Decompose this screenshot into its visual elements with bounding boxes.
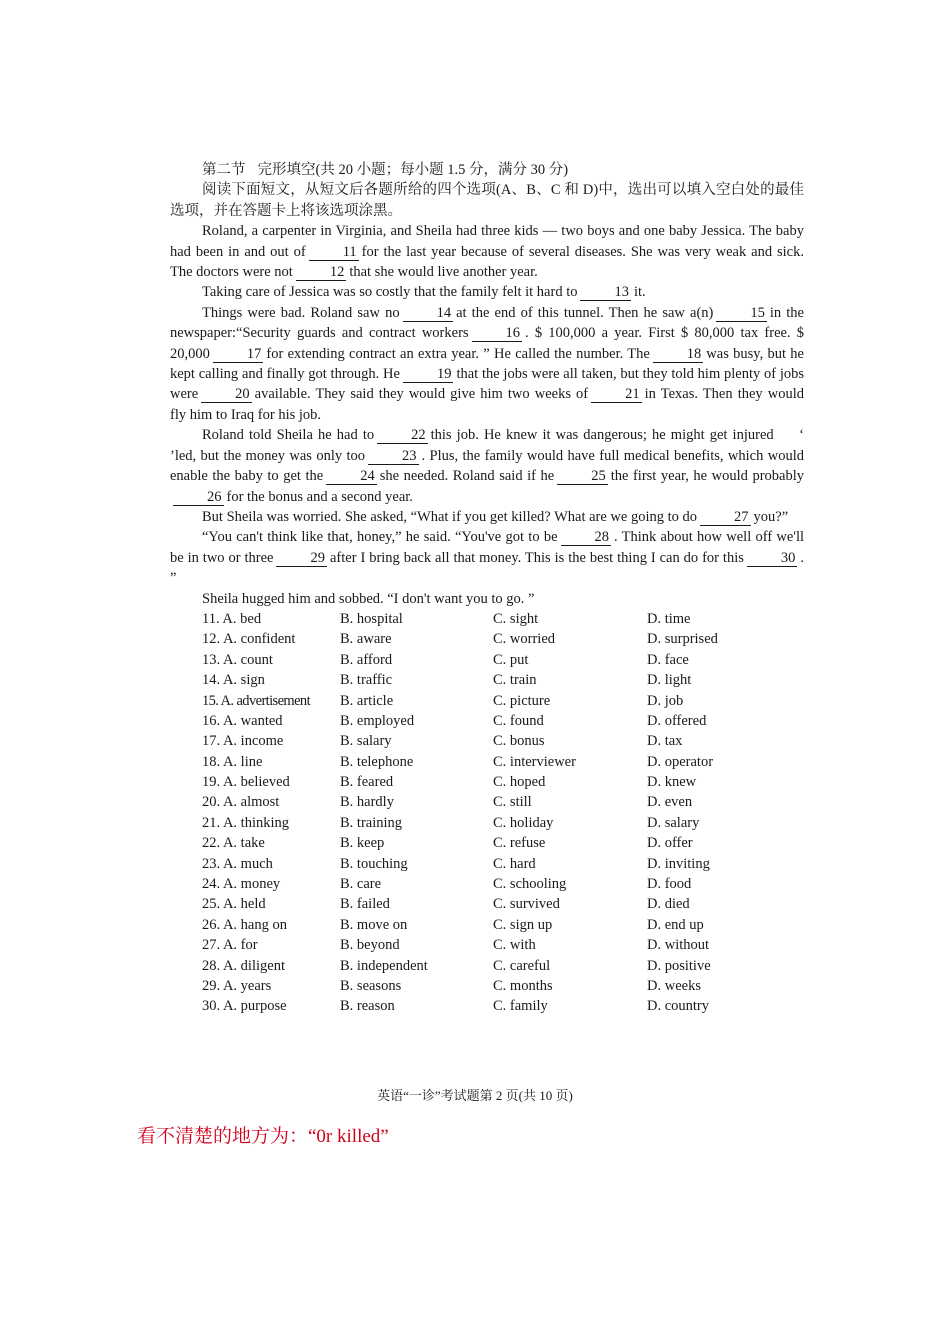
option-row [170, 894, 804, 914]
blank-19: 19 [403, 367, 454, 383]
option-row [170, 772, 804, 792]
option-a: 21. A. thinking [202, 814, 290, 831]
blank-17: 17 [213, 347, 264, 363]
option-row [170, 833, 804, 853]
passage-text: it. [633, 284, 646, 301]
option-d: D. offered [647, 712, 707, 729]
passage-text: But Sheila was worried. She asked, “What if you get killed? What are we going to do [202, 508, 698, 525]
option-d: D. died [647, 896, 690, 913]
options-list [170, 609, 804, 1017]
blank-12: 12 [296, 265, 347, 281]
blank-23: 23 [368, 449, 419, 465]
option-d: D. operator [647, 753, 714, 770]
option-row [170, 609, 804, 629]
passage-text: . ” [170, 549, 804, 587]
passage-text: after I bring back all that money. This is the best thing I can do for this [329, 549, 744, 566]
blank-15: 15 [716, 306, 767, 322]
option-a: 29. A. years [202, 977, 272, 994]
passage-paragraph-7: Sheila hugged him and sobbed. “I don't want you to go. ” [202, 590, 535, 607]
instructions: 阅读下面短文，从短文后各题所给的四个选项(A、B、C 和 D)中，选出可以填入空白处的最佳选项，并在答题卡上将该选项涂黑。 [170, 182, 804, 219]
option-a: 12. A. confident [202, 631, 296, 648]
option-a: 17. A. income [202, 733, 284, 750]
option-row [170, 752, 804, 772]
option-c: C. family [493, 998, 548, 1015]
passage-paragraph-1 [170, 221, 804, 282]
option-a: 26. A. hang on [202, 916, 287, 933]
option-b: B. keep [340, 835, 385, 852]
option-b: B. article [340, 692, 394, 709]
option-d: D. positive [647, 957, 711, 974]
option-row [170, 854, 804, 874]
option-b: B. hospital [340, 610, 403, 627]
cloze-section [170, 160, 804, 1017]
option-c: C. sign up [493, 916, 553, 933]
option-c: C. bonus [493, 733, 545, 750]
passage-text: . Plus, the family would have full medical benefits, which would enable the baby to get the [170, 447, 805, 485]
passage-paragraph-2 [170, 282, 804, 302]
blank-14: 14 [403, 306, 454, 322]
blank-28: 28 [561, 530, 612, 546]
option-b: B. beyond [340, 937, 400, 954]
option-d: D. even [647, 794, 693, 811]
option-c: C. picture [493, 692, 551, 709]
blank-30: 30 [747, 551, 798, 567]
option-c: C. survived [493, 896, 560, 913]
passage-text: . $ 100,000 a year. First $ 80,000 tax free. $ 20,000 [170, 325, 805, 362]
option-c: C. with [493, 937, 536, 954]
option-d: D. surprised [647, 631, 718, 648]
blank-25: 25 [557, 469, 608, 485]
option-row [170, 976, 804, 996]
blank-18: 18 [653, 347, 704, 363]
option-d: D. knew [647, 774, 697, 791]
option-a: 30. A. purpose [202, 998, 287, 1015]
option-a: 28. A. diligent [202, 957, 285, 974]
blank-11: 11 [309, 245, 359, 261]
option-row [170, 996, 804, 1016]
option-b: B. employed [340, 712, 415, 729]
blank-22: 22 [377, 428, 428, 444]
blank-27: 27 [700, 510, 751, 526]
option-d: D. country [647, 998, 710, 1015]
option-d: D. time [647, 610, 691, 627]
passage-text: Roland, a carpenter in Virginia, and Sheila had three kids — two boys and one baby Jessica. The baby had been in and out of [170, 223, 804, 260]
option-d: D. weeks [647, 977, 701, 994]
passage-text: “You can't think like that, honey,” he said. “You've got to be [202, 529, 558, 546]
passage-text: you?” [753, 508, 789, 525]
option-a: 22. A. take [202, 835, 265, 852]
option-c: C. schooling [493, 876, 567, 893]
option-c: C. put [493, 651, 529, 668]
option-b: B. touching [340, 855, 408, 872]
option-b: B. telephone [340, 753, 414, 770]
option-a: 27. A. for [202, 937, 258, 954]
option-d: D. inviting [647, 855, 710, 872]
option-row [170, 935, 804, 955]
passage-text: . Think about how well off we'll be in two or three [170, 529, 804, 566]
option-b: B. care [340, 876, 382, 893]
option-b: B. afford [340, 651, 393, 668]
option-d: D. offer [647, 835, 693, 852]
option-b: B. seasons [340, 977, 402, 994]
passage-text: that the jobs were all taken, but they told him plenty of jobs were [170, 366, 804, 403]
option-c: C. sight [493, 610, 539, 627]
option-row [170, 792, 804, 812]
option-a: 14. A. sign [202, 672, 265, 689]
passage-text: Taking care of Jessica was so costly that the family felt it hard to [202, 284, 578, 301]
illegible-note: 看不清楚的地方为：“0r killed” [137, 1126, 389, 1147]
option-d: D. food [647, 876, 692, 893]
section-heading [170, 160, 804, 180]
option-b: B. traffic [340, 672, 393, 689]
passage-paragraph-3 [170, 303, 804, 425]
option-c: C. worried [493, 631, 556, 648]
option-row [170, 711, 804, 731]
passage-text: for the last year because of several diseases. She was very weak and sick. The doctors were not [170, 243, 804, 281]
option-b: B. training [340, 814, 403, 831]
passage-paragraph-4 [170, 425, 804, 507]
option-c: C. found [493, 712, 544, 729]
option-d: D. end up [647, 916, 704, 933]
blank-16: 16 [472, 326, 523, 342]
option-row [170, 691, 804, 711]
section-number: 第二节 [202, 162, 246, 178]
option-c: C. careful [493, 957, 551, 974]
option-row [170, 915, 804, 935]
option-d: D. without [647, 937, 710, 954]
passage-text: for the bonus and a second year. [226, 488, 413, 505]
option-c: C. interviewer [493, 753, 576, 770]
option-row [170, 874, 804, 894]
option-d: D. light [647, 672, 692, 689]
option-b: B. reason [340, 998, 395, 1015]
passage-text: at the end of this tunnel. Then he saw a(n) [456, 304, 714, 321]
passage-text: that she would live another year. [349, 264, 538, 281]
passage-text: this job. He knew it was dangerous; he might get injured ‘ ’led, but the money was only too [170, 427, 804, 464]
passage-paragraph-6 [170, 527, 804, 588]
option-a: 11. A. bed [202, 610, 262, 627]
blank-13: 13 [580, 285, 631, 301]
passage-text: was busy, but he kept calling and finally got through. He [170, 345, 804, 383]
option-a: 15. A. advertisement [202, 692, 311, 709]
option-d: D. job [647, 692, 684, 709]
option-a: 13. A. count [202, 651, 273, 668]
passage-text: available. They said they would give him two weeks of [254, 386, 589, 403]
option-c: C. train [493, 672, 537, 689]
page-footer: 英语“一诊”考试题第 2 页(共 10 页) [377, 1088, 573, 1103]
option-row [170, 731, 804, 751]
option-b: B. independent [340, 957, 428, 974]
option-c: C. holiday [493, 814, 554, 831]
option-d: D. face [647, 651, 689, 668]
option-b: B. failed [340, 896, 390, 913]
option-a: 24. A. money [202, 876, 281, 893]
option-c: C. still [493, 794, 532, 811]
blank-24: 24 [326, 469, 377, 485]
option-a: 25. A. held [202, 896, 266, 913]
option-b: B. salary [340, 733, 392, 750]
option-c: C. refuse [493, 835, 546, 852]
option-row [170, 629, 804, 649]
option-b: B. move on [340, 916, 408, 933]
option-b: B. hardly [340, 794, 394, 811]
option-c: C. hard [493, 855, 536, 872]
blank-26: 26 [173, 490, 224, 506]
section-title: 完形填空(共 20 小题；每小题 1.5 分，满分 30 分) [257, 162, 569, 178]
passage-text: in the newspaper:“Security guards and contract workers [170, 304, 804, 342]
option-row [170, 956, 804, 976]
option-c: C. hoped [493, 774, 546, 791]
option-c: C. months [493, 977, 553, 994]
option-a: 20. A. almost [202, 794, 280, 811]
option-d: D. tax [647, 733, 683, 750]
passage-text: she needed. Roland said if he [379, 468, 555, 485]
passage-text: Roland told Sheila he had to [202, 427, 375, 444]
passage-text: the first year, he would probably [610, 468, 804, 485]
passage-paragraph-5 [170, 507, 804, 527]
option-row [170, 813, 804, 833]
blank-21: 21 [591, 387, 642, 403]
passage-text: for extending contract an extra year. ” He called the number. The [266, 345, 650, 362]
passage-text: Things were bad. Roland saw no [202, 304, 400, 321]
option-a: 16. A. wanted [202, 712, 283, 729]
passage-text: in Texas. Then they would fly him to Iraq for his job. [170, 386, 804, 423]
option-a: 23. A. much [202, 855, 273, 872]
option-d: D. salary [647, 814, 700, 831]
blank-29: 29 [276, 551, 327, 567]
blank-20: 20 [201, 387, 252, 403]
option-b: B. feared [340, 774, 394, 791]
option-row [170, 670, 804, 690]
option-a: 18. A. line [202, 753, 263, 770]
option-b: B. aware [340, 631, 392, 648]
option-a: 19. A. believed [202, 774, 290, 791]
option-row [170, 650, 804, 670]
